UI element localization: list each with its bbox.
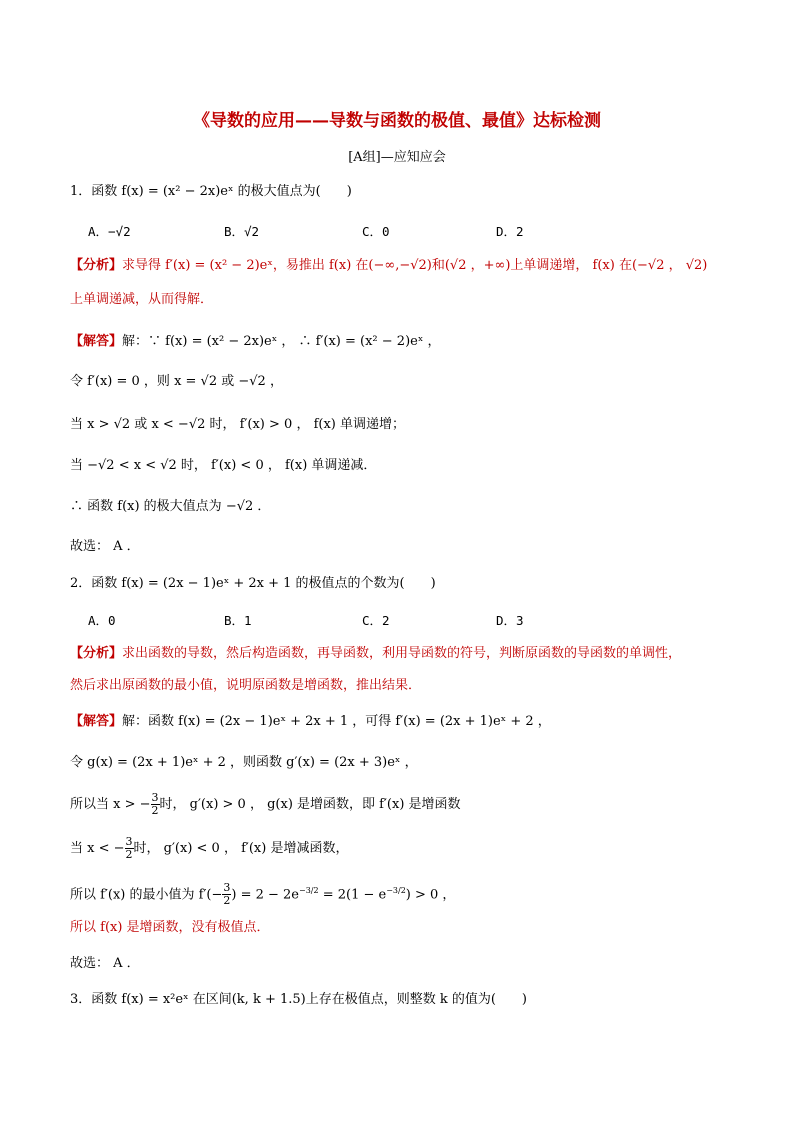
q1-option-d: D．2 bbox=[496, 224, 524, 239]
section-subtitle: [A组]—应知应会 bbox=[348, 150, 446, 165]
fraction-numerator: 3 bbox=[125, 835, 133, 848]
q1-analysis-tag: 【分析】 bbox=[70, 258, 123, 273]
q1-step-4: ∴ 函数 f(x) 的极大值点为 −√2 ． bbox=[70, 499, 271, 514]
question-2-stem: 2．函数 f(x) = (2x − 1)eˣ + 2x + 1 的极值点的个数为( ) bbox=[70, 576, 436, 591]
q2-solution-line bbox=[70, 712, 734, 732]
exponent: −3/2 bbox=[386, 886, 406, 895]
q1-solution-text: 解：∵ f(x) = (x² − 2x)eˣ ， ∴ f′(x) = (x² − 2)eˣ ， bbox=[122, 334, 441, 349]
q1-option-c: C．0 bbox=[362, 224, 390, 239]
q1-option-b: B．√2 bbox=[224, 224, 260, 239]
q1-solution-line bbox=[70, 332, 734, 352]
question-1-stem: 1．函数 f(x) = (x² − 2x)eˣ 的极大值点为( ) bbox=[70, 184, 352, 199]
q2-step-5: 所以 f(x) 是增函数，没有极值点． bbox=[70, 920, 270, 935]
fraction-denominator: 2 bbox=[151, 804, 159, 817]
q2-step-4-mid-2: = 2(1 − e bbox=[318, 887, 387, 903]
question-3-stem: 3．函数 f(x) = x²eˣ 在区间(k, k + 1.5)上存在极值点，则整数 k 的值为( ) bbox=[70, 992, 528, 1007]
q2-option-a: A．0 bbox=[88, 613, 116, 628]
q2-option-c: C．2 bbox=[362, 613, 390, 628]
q2-step-3-tail: 时， g′(x) < 0 ， f′(x) 是增减函数， bbox=[133, 841, 349, 856]
document-title: 《导数的应用——导数与函数的极值、最值》达标检测 bbox=[193, 111, 601, 131]
q2-analysis-text-1: 求出函数的导数，然后构造函数，再导函数，利用导函数的符号，判断原函数的导函数的单调性， bbox=[122, 646, 682, 661]
q1-analysis-line-2: 上单调递减，从而得解． bbox=[70, 292, 214, 307]
q2-step-4-lead: 所以 f′(x) 的最小值为 f′(− bbox=[70, 887, 223, 903]
q2-step-2-lead: 所以当 x > − bbox=[70, 797, 151, 812]
q2-solution-tag: 【解答】 bbox=[70, 714, 123, 729]
q2-step-2-tail: 时， g′(x) > 0 ， g(x) 是增函数，即 f′(x) 是增函数 bbox=[159, 797, 461, 812]
q1-analysis-line-1 bbox=[70, 256, 734, 276]
q2-step-2 bbox=[70, 790, 734, 820]
q2-option-d: D．3 bbox=[496, 613, 524, 628]
q2-step-4 bbox=[70, 876, 734, 910]
q2-analysis-line-1 bbox=[70, 644, 734, 664]
fraction bbox=[151, 792, 160, 817]
q2-step-3-lead: 当 x < − bbox=[70, 841, 125, 856]
q1-analysis-text-1: 求导得 f′(x) = (x² − 2)eˣ，易推出 f(x) 在(−∞,−√2)和(√2 ，+∞)上单调递增， f(x) 在(−√2 ， √2) bbox=[122, 258, 708, 273]
q2-step-1: 令 g(x) = (2x + 1)eˣ + 2 ，则函数 g′(x) = (2x + 3)eˣ ， bbox=[70, 755, 418, 770]
q1-step-3: 当 −√2 < x < √2 时， f′(x) < 0 ， f(x) 单调递减． bbox=[70, 458, 377, 473]
q1-step-2: 当 x > √2 或 x < −√2 时， f′(x) > 0 ， f(x) 单调递增； bbox=[70, 417, 405, 432]
fraction-denominator: 2 bbox=[125, 848, 133, 861]
q2-analysis-tag: 【分析】 bbox=[70, 646, 123, 661]
fraction-denominator: 2 bbox=[223, 894, 231, 908]
q2-option-b: B．1 bbox=[224, 613, 252, 628]
q2-step-4-tail: ) > 0 ， bbox=[405, 887, 456, 903]
q2-step-3 bbox=[70, 834, 734, 864]
q1-step-1: 令 f′(x) = 0 ，则 x = √2 或 −√2 ， bbox=[70, 374, 283, 389]
q2-solution-text: 解：函数 f(x) = (2x − 1)eˣ + 2x + 1 ，可得 f′(x) = (2x + 1)eˣ + 2 ， bbox=[122, 714, 551, 729]
fraction bbox=[125, 836, 134, 861]
q2-analysis-line-2: 然后求出原函数的最小值，说明原函数是增函数，推出结果． bbox=[70, 678, 422, 693]
q2-step-4-mid: ) = 2 − 2e bbox=[231, 887, 299, 903]
q2-answer: 故选： A ． bbox=[70, 956, 140, 971]
fraction-numerator: 3 bbox=[151, 791, 159, 804]
exponent: −3/2 bbox=[299, 886, 319, 895]
q1-answer: 故选： A ． bbox=[70, 539, 140, 554]
fraction-numerator: 3 bbox=[223, 881, 231, 895]
q1-option-a: A．−√2 bbox=[88, 224, 131, 239]
q1-solution-tag: 【解答】 bbox=[70, 334, 123, 349]
